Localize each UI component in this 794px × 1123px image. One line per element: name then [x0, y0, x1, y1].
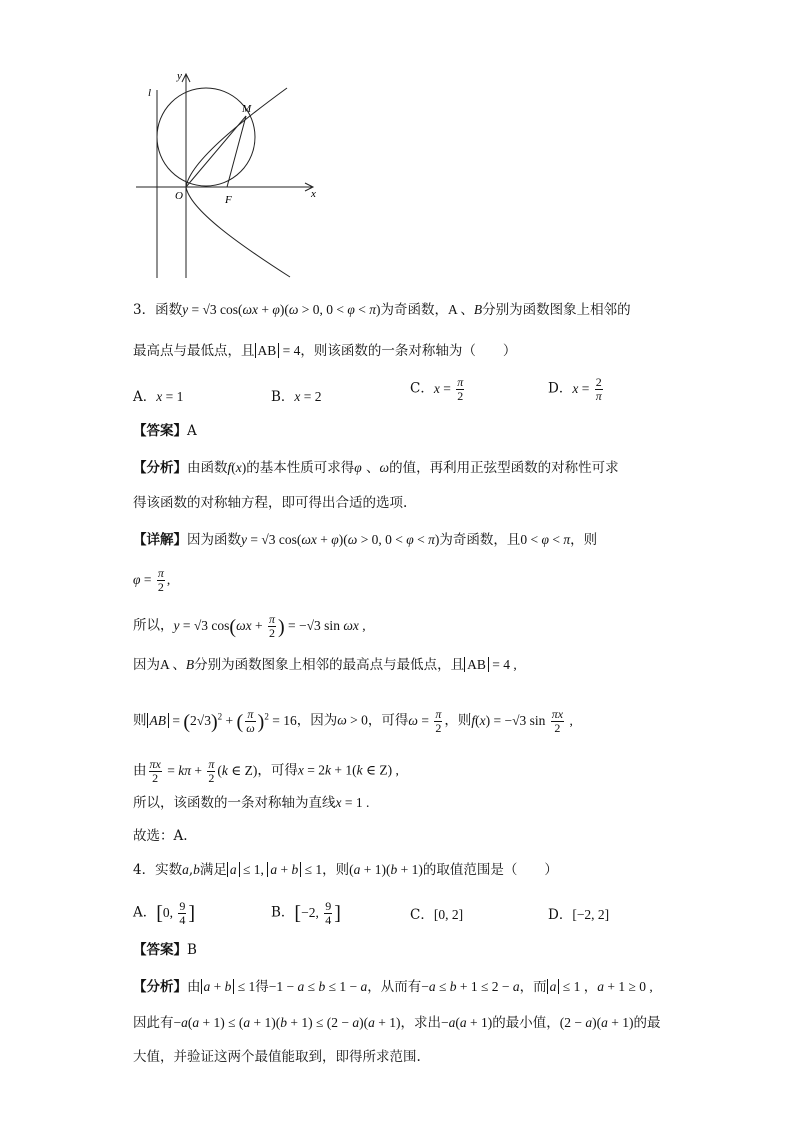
- q4-stem: 4．实数a,b满足 a ≤ 1, a + b ≤ 1，则(a + 1)(b + 1)的取值范围是（ ）: [133, 862, 558, 878]
- geometry-figure: [130, 60, 330, 285]
- q3-detail-line7: 所以，该函数的一条对称轴为直线x = 1 .: [133, 795, 370, 811]
- q4-option-c[interactable]: C．[0, 2]: [410, 907, 464, 923]
- label-y: y: [177, 70, 182, 82]
- q4-option-d[interactable]: D．[−2, 2]: [548, 907, 610, 923]
- q4-analysis-line2: 因此有−a(a + 1) ≤ (a + 1)(b + 1) ≤ (2 − a)(a + 1)，求出−a(a + 1)的最小值，(2 − a)(a + 1)的最: [133, 1015, 661, 1031]
- q3-stem-line2: 最高点与最低点，且 AB = 4，则该函数的一条对称轴为（ ）: [133, 343, 517, 359]
- q4-analysis-line1: 【分析】由 a + b ≤ 1得−1 − a ≤ b ≤ 1 − a，从而有−a ≤ b + 1 ≤ 2 − a，而 a ≤ 1 ，a + 1 ≥ 0 ,: [133, 979, 653, 995]
- q3-analysis-line1: 【分析】由函数f(x)的基本性质可求得φ 、ω的值，再利用正弦型函数的对称性可求: [133, 460, 619, 476]
- q4-analysis-line3: 大值，并验证这两个最值能取到，即得所求范围.: [133, 1049, 421, 1065]
- label-M: M: [242, 103, 252, 115]
- q3-stem-text: 3．函数: [133, 302, 183, 318]
- q3-answer: 【答案】A: [133, 423, 197, 439]
- q3-detail-line1: 【详解】因为函数y = √3 cos(ωx + φ)(ω > 0, 0 < φ < π)为奇函数，且0 < φ < π，则: [133, 532, 598, 548]
- label-O: O: [175, 190, 183, 202]
- q3-stem-line1: 3．函数y = √3 cos(ωx + φ)(ω > 0, 0 < φ < π)为奇函数，A 、B分别为函数图象上相邻的: [133, 302, 631, 318]
- q3-choose: 故选：A.: [133, 828, 188, 844]
- q4-answer: 【答案】B: [133, 942, 197, 958]
- q4-option-a[interactable]: A．[0, $\frac{9}{4}$ ]: [133, 899, 196, 927]
- label-x: x: [311, 188, 316, 200]
- q3-option-d[interactable]: D．x = $\frac{2}{\pi}$: [548, 375, 602, 403]
- q3-option-c[interactable]: C．x = $\frac{\pi}{2}$: [410, 375, 464, 403]
- q3-detail-line5: 则 AB = $(2√3)^2$ + ( $\frac{\pi}{\omega}$ )$^2$ = 16，因为ω > 0，可得ω = $\frac{\pi}{2}$ ，则f(x) = −√3 sin $\frac{\pi x}{2}$ ,: [133, 706, 573, 735]
- q3-option-b[interactable]: B．x = 2: [271, 389, 322, 405]
- q4-option-b[interactable]: B．[−2, $\frac{9}{4}$ ]: [271, 899, 341, 927]
- q3-detail-line3: 所以，y = √3 cos(ωx + $\frac{\pi}{2}$ ) = −√3 sin ωx ,: [133, 612, 366, 640]
- q3-detail-line4: 因为A 、B分别为函数图象上相邻的最高点与最低点，且 AB = 4 ,: [133, 657, 517, 673]
- label-l: l: [148, 87, 152, 99]
- parabola: [186, 88, 290, 277]
- q3-option-a[interactable]: A．x = 1: [133, 389, 184, 405]
- q3-analysis-line2: 得该函数的对称轴方程，即可得出合适的选项.: [133, 495, 408, 511]
- q3-detail-line2: φ = $\frac{\pi}{2}$ ,: [133, 566, 171, 594]
- label-F: F: [225, 194, 232, 206]
- q3-detail-line6: 由 $\frac{\pi x}{2}$ = kπ + $\frac{\pi}{2}$ (k ∈ Z)，可得x = 2k + 1(k ∈ Z) ,: [133, 757, 399, 785]
